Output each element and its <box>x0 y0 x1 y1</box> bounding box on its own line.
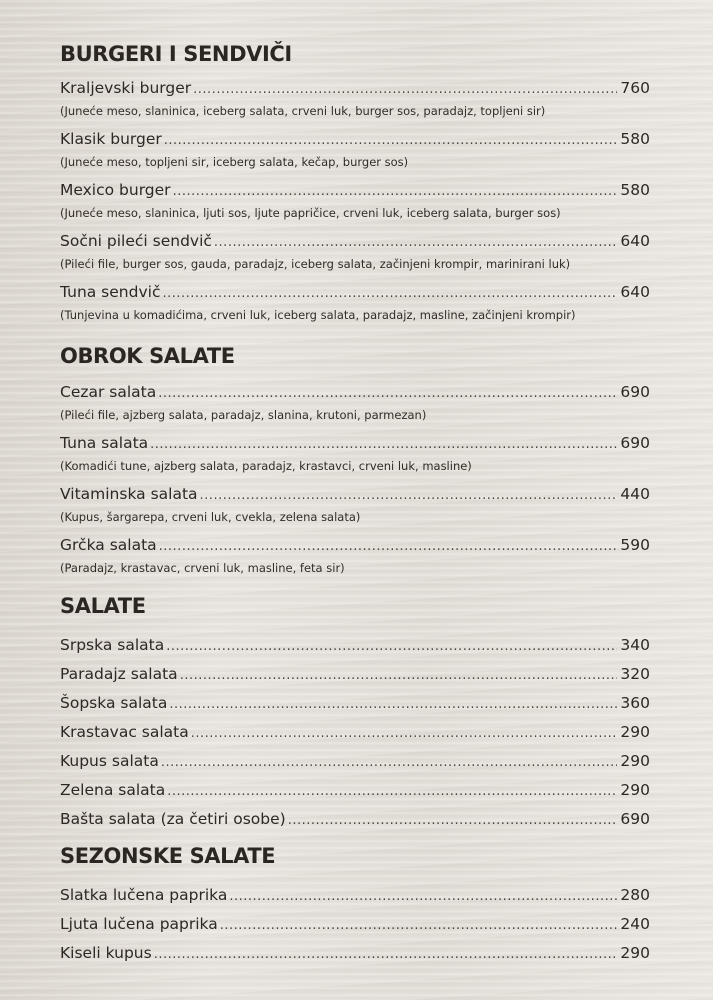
item-description: (Pileći file, ajzberg salata, paradajz, slanina, krutoni, parmezan) <box>60 408 427 422</box>
item-price: 690 <box>620 434 650 452</box>
item-price: 580 <box>620 181 650 199</box>
dot-leader <box>288 806 618 835</box>
menu-item <box>60 176 650 227</box>
item-name: Slatka lučena paprika <box>60 886 228 904</box>
dot-leader <box>158 379 617 408</box>
item-price: 580 <box>620 130 650 148</box>
item-price: 340 <box>620 636 650 654</box>
item-price: 320 <box>620 665 650 683</box>
item-name: Kupus salata <box>60 752 159 770</box>
menu-item <box>60 910 650 939</box>
item-price: 290 <box>620 723 650 741</box>
item-description: (Juneće meso, slaninica, iceberg salata, crveni luk, burger sos, paradajz, topljeni sir) <box>60 104 546 118</box>
dot-leader <box>214 228 617 257</box>
item-name: Vitaminska salata <box>60 485 198 503</box>
item-price: 640 <box>620 283 650 301</box>
section-title: OBROK SALATE <box>60 344 235 368</box>
item-name: Krastavac salata <box>60 723 189 741</box>
item-price: 760 <box>620 79 650 97</box>
menu-item <box>60 227 650 278</box>
menu-item <box>60 689 650 718</box>
menu-item <box>60 378 650 429</box>
item-description: (Juneće meso, topljeni sir, iceberg salata, kečap, burger sos) <box>60 155 409 169</box>
menu-item <box>60 429 650 480</box>
dot-leader <box>164 126 618 155</box>
dot-leader <box>150 430 617 459</box>
item-name: Tuna salata <box>60 434 149 452</box>
menu-item <box>60 278 650 329</box>
menu-item <box>60 776 650 805</box>
section-burgers <box>60 38 650 329</box>
menu-item <box>60 747 650 776</box>
dot-leader <box>229 882 617 911</box>
item-price: 690 <box>620 383 650 401</box>
menu-item <box>60 660 650 689</box>
dot-leader <box>191 719 618 748</box>
dot-leader <box>159 532 618 561</box>
dot-leader <box>154 940 618 969</box>
item-name: Šopska salata <box>60 694 168 712</box>
item-price: 290 <box>620 944 650 962</box>
menu-item <box>60 881 650 910</box>
dot-leader <box>166 632 617 661</box>
item-description: (Paradajz, krastavac, crveni luk, masline, feta sir) <box>60 561 345 575</box>
item-name: Grčka salata <box>60 536 157 554</box>
item-name: Paradajz salata <box>60 665 178 683</box>
section-meal-salads <box>60 340 650 582</box>
item-name: Srpska salata <box>60 636 165 654</box>
section-salads <box>60 590 650 834</box>
item-name: Cezar salata <box>60 383 157 401</box>
item-name: Bašta salata (za četiri osobe) <box>60 810 286 828</box>
item-price: 690 <box>620 810 650 828</box>
section-seasonal-salads <box>60 840 650 968</box>
dot-leader <box>173 177 618 206</box>
menu-item <box>60 631 650 660</box>
dot-leader <box>169 690 617 719</box>
item-price: 280 <box>620 886 650 904</box>
item-price: 440 <box>620 485 650 503</box>
menu-item <box>60 939 650 968</box>
item-name: Ljuta lučena paprika <box>60 915 218 933</box>
item-description: (Juneće meso, slaninica, ljuti sos, ljute papričice, crveni luk, iceberg salata, burger sos) <box>60 206 561 220</box>
item-price: 360 <box>620 694 650 712</box>
item-price: 590 <box>620 536 650 554</box>
item-price: 240 <box>620 915 650 933</box>
item-name: Klasik burger <box>60 130 162 148</box>
item-name: Zelena salata <box>60 781 166 799</box>
menu-item <box>60 718 650 747</box>
menu-item <box>60 74 650 125</box>
dot-leader <box>200 481 618 510</box>
item-name: Mexico burger <box>60 181 171 199</box>
item-description: (Kupus, šargarepa, crveni luk, cvekla, zelena salata) <box>60 510 361 524</box>
item-description: (Pileći file, burger sos, gauda, paradajz, iceberg salata, začinjeni krompir, marinirani luk) <box>60 257 571 271</box>
dot-leader <box>180 661 618 690</box>
item-name: Kiseli kupus <box>60 944 152 962</box>
item-name: Kraljevski burger <box>60 79 192 97</box>
dot-leader <box>161 748 618 777</box>
menu-item <box>60 531 650 582</box>
item-price: 290 <box>620 752 650 770</box>
item-name: Tuna sendvič <box>60 283 161 301</box>
dot-leader <box>193 75 617 104</box>
menu-item <box>60 805 650 834</box>
dot-leader <box>167 777 617 806</box>
item-description: (Tunjevina u komadićima, crveni luk, iceberg salata, paradajz, masline, začinjeni krompir) <box>60 308 576 322</box>
section-title: SALATE <box>60 594 146 618</box>
section-title: SEZONSKE SALATE <box>60 844 276 868</box>
dot-leader <box>220 911 618 940</box>
item-description: (Komadići tune, ajzberg salata, paradajz, krastavci, crveni luk, masline) <box>60 459 472 473</box>
menu-item <box>60 125 650 176</box>
item-name: Sočni pileći sendvič <box>60 232 212 250</box>
menu-item <box>60 480 650 531</box>
section-title: BURGERI I SENDVIČI <box>60 42 292 66</box>
item-price: 290 <box>620 781 650 799</box>
dot-leader <box>162 279 617 308</box>
item-price: 640 <box>620 232 650 250</box>
